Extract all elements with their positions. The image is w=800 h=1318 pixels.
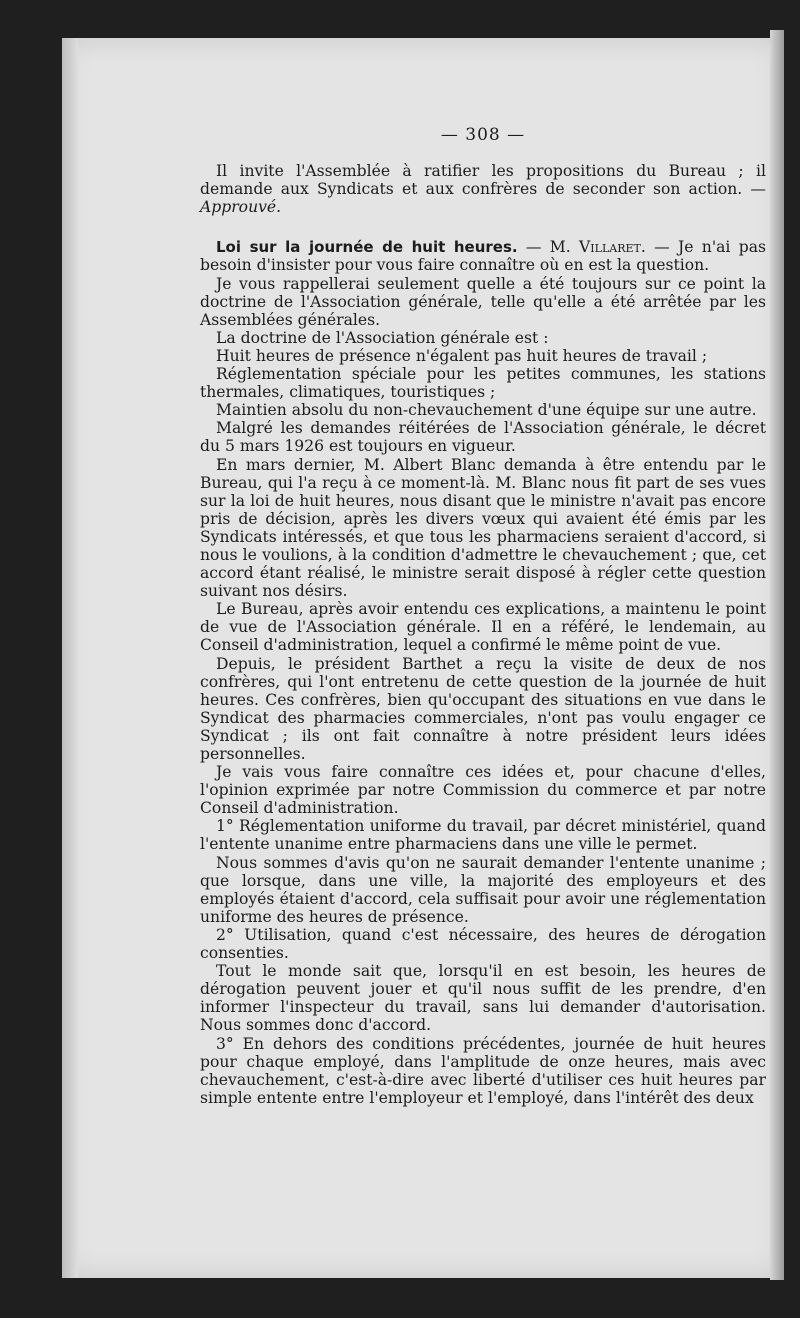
page-right-edge <box>770 30 784 1280</box>
paragraph: Je vais vous faire connaître ces idées et, pour chacune d'elles, l'opinion exprimée par notre Commission du commerce et par notre Conseil d'administration. <box>200 763 766 818</box>
page-left-edge <box>62 38 78 1278</box>
page-text-block <box>200 120 766 1107</box>
intro-paragraph <box>200 162 766 216</box>
paragraph: En mars dernier, M. Albert Blanc demanda à être entendu par le Bureau, qui l'a reçu à ce moment-là. M. Blanc nous fit part de ses vues sur la loi de huit heures, nous disant que le ministre n'avait pas encore pris de décision, après les divers vœux qui avaient été émis par les Syndicats intéressés, et que tous les pharmaciens seraient d'accord, si nous le voulions, à la condition d'admettre le chevauchement ; que, cet accord étant réalisé, le ministre serait disposé à régler cette question suivant nos désirs. <box>200 455 766 601</box>
paragraph: Le Bureau, après avoir entendu ces explications, a maintenu le point de vue de l'Association générale. Il en a référé, le lendemain, au Conseil d'administration, lequel a confirmé le même point de vue. <box>200 600 766 655</box>
section-opening-paragraph <box>200 238 766 274</box>
paragraph: 3° En dehors des conditions précédentes, journée de huit heures pour chaque employé, dans l'amplitude de onze heures, mais avec chevauchement, c'est-à-dire avec liberté d'utiliser ces huit heures par simple entente entre l'employeur et l'employé, dans l'intérêt des deux <box>200 1034 766 1107</box>
section-title: Loi sur la journée de huit heures. <box>216 238 518 257</box>
section-dash: — M. <box>517 238 580 257</box>
paragraph: Huit heures de présence n'égalent pas huit heures de travail ; <box>216 346 708 365</box>
paragraph: Réglementation spéciale pour les petites communes, les stations thermales, climatiques, touristiques ; <box>200 365 766 402</box>
paragraph: Depuis, le président Barthet a reçu la visite de deux de nos confrères, qui l'ont entretenu de cette question de la journée de huit heures. Ces confrères, bien qu'occupant des situations en vue dans le Syndicat des pharmacies commerciales, n'ont pas voulu engager ce Syndicat ; ils ont fait connaître à notre président leurs idées personnelles. <box>200 654 766 763</box>
paragraph: 1° Réglementation uniforme du travail, par décret ministériel, quand l'entente unanime entre pharmaciens dans une ville le permet. <box>200 817 766 854</box>
paragraph: Tout le monde sait que, lorsqu'il en est besoin, les heures de dérogation peuvent jouer et qu'il nous suffit de les prendre, d'en informer l'inspecteur du travail, sans lui demander d'autorisation. Nous sommes donc d'accord. <box>200 962 766 1035</box>
section-gap <box>200 216 766 238</box>
approved-text: Approuvé. <box>200 198 282 217</box>
paragraph: La doctrine de l'Association générale est : <box>216 328 549 347</box>
paragraph: Nous sommes d'avis qu'on ne saurait demander l'entente unanime ; que lorsque, dans une ville, la majorité des employeurs et des employés étaient d'accord, cela suffisait pour avoir une réglementation uniforme des heures de présence. <box>200 853 766 926</box>
section-opening-text: . — Je n'ai pas besoin d'insister pour vous faire connaître où en est la question. <box>200 238 767 275</box>
page-number: — 308 — <box>440 125 526 145</box>
paragraph: Je vous rappellerai seulement quelle a été toujours sur ce point la doctrine de l'Association générale, telle qu'elle a été arrêtée par les Assemblées générales. <box>200 274 766 329</box>
paragraph: Maintien absolu du non-chevauchement d'une équipe sur une autre. <box>216 401 757 420</box>
paragraph: 2° Utilisation, quand c'est nécessaire, des heures de dérogation consenties. <box>200 925 766 963</box>
intro-text: Il invite l'Assemblée à ratifier les propositions du Bureau ; il demande aux Syndicats et aux confrères de seconder son action. — <box>200 162 766 199</box>
paragraph: Malgré les demandes réitérées de l'Association générale, le décret du 5 mars 1926 est toujours en vigueur. <box>200 419 766 456</box>
speaker-name: Villaret <box>579 238 641 257</box>
